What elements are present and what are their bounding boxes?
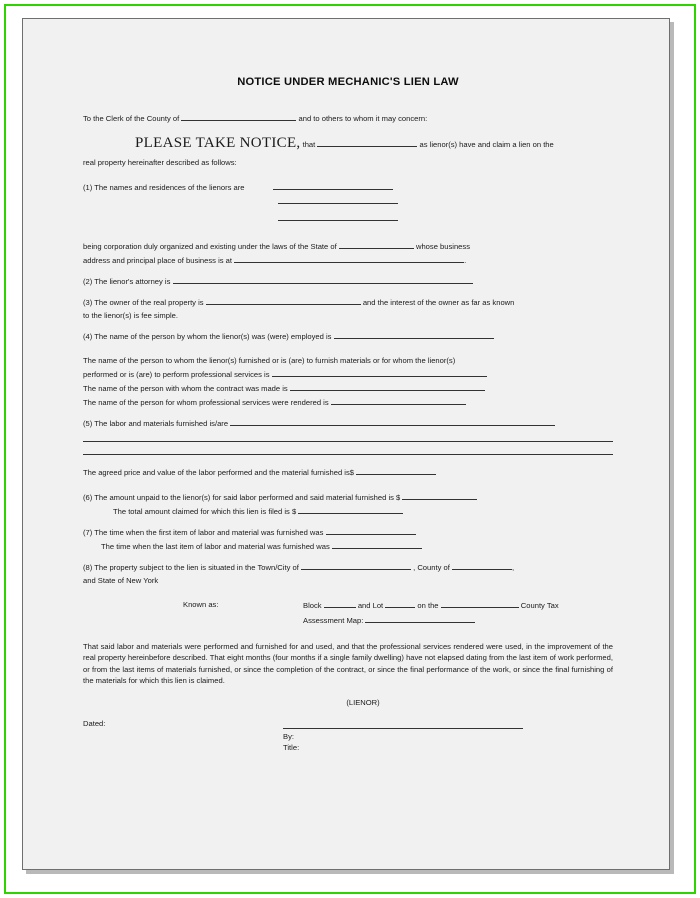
agreed-price-pre: The agreed price and value of the labor performed and the material furnished is$ xyxy=(83,467,355,477)
corporation-line-2: address and principal place of business is at . xyxy=(83,255,467,265)
corp-address-blank[interactable] xyxy=(234,254,464,263)
item-8-town-blank[interactable] xyxy=(301,561,411,570)
contract-blank[interactable] xyxy=(290,382,485,391)
item-3-line xyxy=(83,296,613,308)
agreed-price-line xyxy=(83,466,613,478)
agreed-price-blank[interactable] xyxy=(356,466,436,475)
block-blank[interactable] xyxy=(324,599,356,608)
by-label: By: xyxy=(283,731,294,741)
item-4-blank[interactable] xyxy=(334,330,494,339)
lienor-label: (LIENOR) xyxy=(346,697,380,707)
item-1-blank-c[interactable] xyxy=(278,212,398,221)
assessment-map-label: Assessment Map: xyxy=(303,615,364,625)
item-7-line-1 xyxy=(83,526,613,538)
page-title: NOTICE UNDER MECHANIC'S LIEN LAW xyxy=(237,76,459,88)
furnish-line2-pre: performed or is (are) to perform professional services is xyxy=(83,369,270,379)
block-lot-line xyxy=(303,599,559,626)
item-8-line: (8) The property subject to the lien is situated in the Town/City of , County of , xyxy=(83,562,515,572)
clerk-county-blank[interactable] xyxy=(181,112,296,121)
document-page xyxy=(22,18,670,870)
assessment-map-blank[interactable] xyxy=(365,614,475,623)
signature-line[interactable] xyxy=(283,718,523,729)
item-8-pre: (8) The property subject to the lien is situated in the Town/City of xyxy=(83,562,299,572)
item-4-pre: (4) The name of the person by whom the lienor(s) was (were) employed is xyxy=(83,331,332,341)
item-8-line2: and State of New York xyxy=(83,575,159,585)
assessment-map-row xyxy=(303,614,559,626)
item-6-sub-pre: The total amount claimed for which this lien is filed is $ xyxy=(113,506,297,516)
contract-line xyxy=(83,382,613,394)
furnish-line-2 xyxy=(83,368,613,380)
item-4-line xyxy=(83,330,613,342)
dated-label: Dated: xyxy=(83,718,106,728)
item-1-line xyxy=(83,181,613,193)
closing-paragraph: That said labor and materials were performed and furnished for and used, and that the professional services rendered were used, in the improvement of the real property hereinbefore described. That eight months (four months if a single family dwelling) have not elapsed dating from the last item of work performed, or from the last items of materials furnished, or since the completion of the contract, or since the final performance of the work, or since the final furnishing of the materials for which this lien is claimed. xyxy=(83,641,613,686)
item-7-line2-pre: The time when the last item of labor and material was furnished was xyxy=(101,541,330,551)
item-3-line2: to the lienor(s) is fee simple. xyxy=(83,310,178,320)
notice-after-blank-text: as lienor(s) have and claim a lien on the xyxy=(419,140,554,150)
profsvc-blank[interactable] xyxy=(331,396,466,405)
item-1-blank-b[interactable] xyxy=(278,195,398,204)
county-tax-label: County Tax xyxy=(520,600,559,610)
item-3-owner-blank[interactable] xyxy=(206,296,361,305)
item-7-line-2 xyxy=(83,540,613,552)
please-take-notice-line xyxy=(83,133,613,155)
clerk-line-suffix: and to others to whom it may concern: xyxy=(298,114,428,124)
item-6-sub-line xyxy=(83,505,613,517)
block-label: Block xyxy=(303,600,322,610)
lot-blank[interactable] xyxy=(385,599,415,608)
corporation-line-1 xyxy=(83,240,613,252)
item-7-first-blank[interactable] xyxy=(326,526,416,535)
known-as-row xyxy=(83,599,613,626)
item-3-post: and the interest of the owner as far as known xyxy=(362,297,515,307)
on-the-label: on the xyxy=(417,600,439,610)
item-7-last-blank[interactable] xyxy=(332,540,422,549)
clerk-line xyxy=(83,112,613,124)
item-1-text: (1) The names and residences of the lienors are xyxy=(83,182,245,192)
item-2-line xyxy=(83,275,613,287)
signature-area xyxy=(283,718,613,753)
document-body xyxy=(83,74,613,753)
item-1-extra-blanks xyxy=(83,195,613,229)
item-1-blank-a[interactable] xyxy=(273,181,393,190)
item-5-blank-a[interactable] xyxy=(230,417,555,426)
corp-line1-pre: being corporation duly organized and existing under the laws of the State of xyxy=(83,241,337,251)
item-3-pre: (3) The owner of the real property is xyxy=(83,297,204,307)
item-8-county-blank[interactable] xyxy=(452,561,512,570)
notice-mid-text: that xyxy=(302,140,316,150)
item-5-blank-b[interactable] xyxy=(83,432,613,442)
furnish-line-1: The name of the person to whom the lienor(s) furnished or is (are) to furnish materials or for whom the lienor(s) xyxy=(83,355,456,365)
profsvc-line-pre: The name of the person for whom professional services were rendered is xyxy=(83,397,329,407)
item-2-blank[interactable] xyxy=(173,275,473,284)
item-8-mid: , County of xyxy=(413,562,450,572)
notice-line2: real property hereinafter described as follows: xyxy=(83,157,237,167)
contract-line-pre: The name of the person with whom the contract was made is xyxy=(83,383,288,393)
known-as-label: Known as: xyxy=(183,599,219,609)
furnish-blank[interactable] xyxy=(272,368,487,377)
item-5-text: (5) The labor and materials furnished is/are xyxy=(83,418,229,428)
corp-state-blank[interactable] xyxy=(339,240,414,249)
prof-services-line xyxy=(83,396,613,408)
item-7-line1-pre: (7) The time when the first item of labor and material was furnished was xyxy=(83,527,324,537)
signature-block xyxy=(83,718,613,753)
lienor-name-blank[interactable] xyxy=(317,138,417,147)
clerk-line-prefix: To the Clerk of the County of xyxy=(83,114,180,124)
item-6-blank[interactable] xyxy=(402,491,477,500)
item-6-pre: (6) The amount unpaid to the lienor(s) for said labor performed and said material furnished is $ xyxy=(83,492,401,502)
item-5-blank-c[interactable] xyxy=(83,445,613,455)
corp-line1-post: whose business xyxy=(415,241,471,251)
item-6-line xyxy=(83,491,613,503)
item-2-text: (2) The lienor's attorney is xyxy=(83,276,171,286)
please-take-notice-text: PLEASE TAKE NOTICE, xyxy=(135,135,301,152)
item-6-sub-blank[interactable] xyxy=(298,505,403,514)
item-5-line xyxy=(83,417,613,429)
county-tax-blank[interactable] xyxy=(441,599,519,608)
and-lot-label: and Lot xyxy=(357,600,384,610)
corp-line2-pre: address and principal place of business is at xyxy=(83,255,233,265)
title-label: Title: xyxy=(283,742,300,752)
